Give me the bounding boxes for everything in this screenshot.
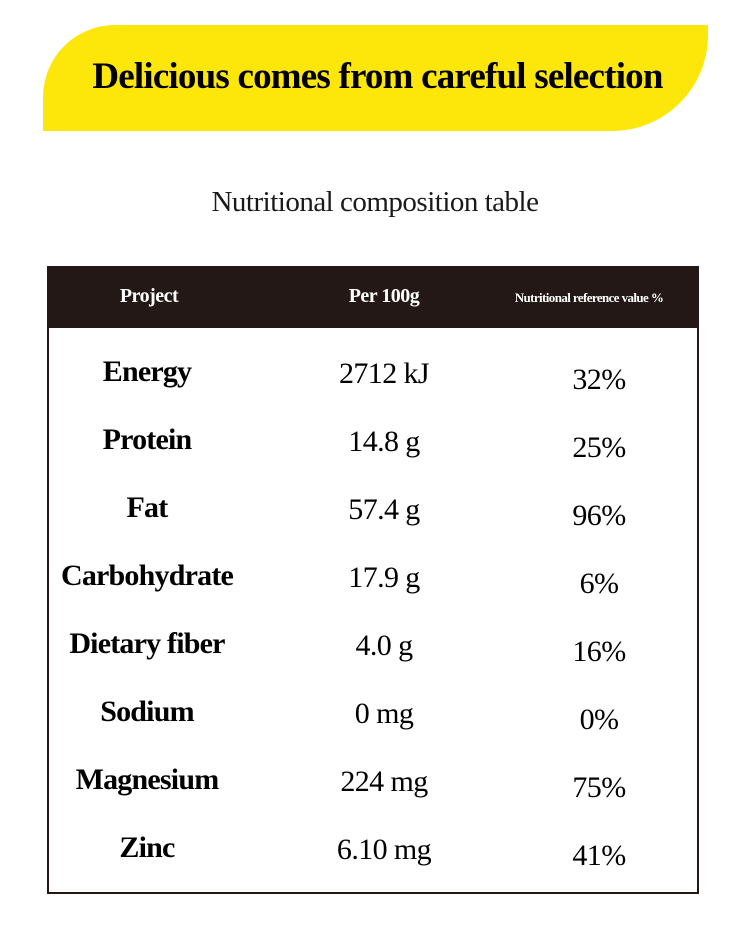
row-per-100g: 6.10 mg	[336, 833, 432, 866]
row-nrv: 0%	[579, 703, 619, 736]
row-nrv: 16%	[572, 635, 626, 668]
table-row	[49, 338, 697, 406]
row-per-100g: 57.4 g	[348, 493, 420, 526]
header-nrv: Nutritional reference value %	[514, 290, 664, 305]
header-project: Project	[119, 285, 179, 307]
title-banner	[43, 25, 708, 131]
row-per-100g: 2712 kJ	[339, 357, 429, 390]
row-nrv: 75%	[572, 771, 626, 804]
table-row	[49, 542, 697, 610]
nutrition-table	[47, 266, 699, 894]
row-name: Sodium	[100, 695, 194, 728]
row-nrv: 41%	[572, 839, 626, 872]
row-name: Carbohydrate	[60, 559, 234, 592]
row-per-100g: 14.8 g	[348, 425, 420, 458]
row-per-100g: 224 mg	[340, 765, 428, 798]
table-row	[49, 406, 697, 474]
table-row	[49, 610, 697, 678]
table-row	[49, 678, 697, 746]
row-per-100g: 0 mg	[354, 697, 414, 730]
banner-title: Delicious comes from careful selection	[92, 55, 663, 97]
row-nrv: 25%	[572, 431, 626, 464]
row-name: Fat	[126, 491, 168, 524]
table-row	[49, 814, 697, 882]
row-name: Magnesium	[75, 763, 219, 796]
table-header	[49, 268, 697, 328]
row-nrv: 96%	[572, 499, 626, 532]
table-row	[49, 474, 697, 542]
row-name: Dietary fiber	[69, 627, 225, 660]
row-nrv: 32%	[572, 363, 626, 396]
row-per-100g: 17.9 g	[348, 561, 420, 594]
row-nrv: 6%	[579, 567, 619, 600]
header-per-100g: Per 100g	[348, 285, 420, 307]
row-name: Protein	[102, 423, 192, 456]
table-row	[49, 746, 697, 814]
table-title: Nutritional composition table	[211, 186, 539, 218]
row-name: Zinc	[119, 831, 175, 864]
row-name: Energy	[102, 355, 192, 388]
row-per-100g: 4.0 g	[355, 629, 413, 662]
